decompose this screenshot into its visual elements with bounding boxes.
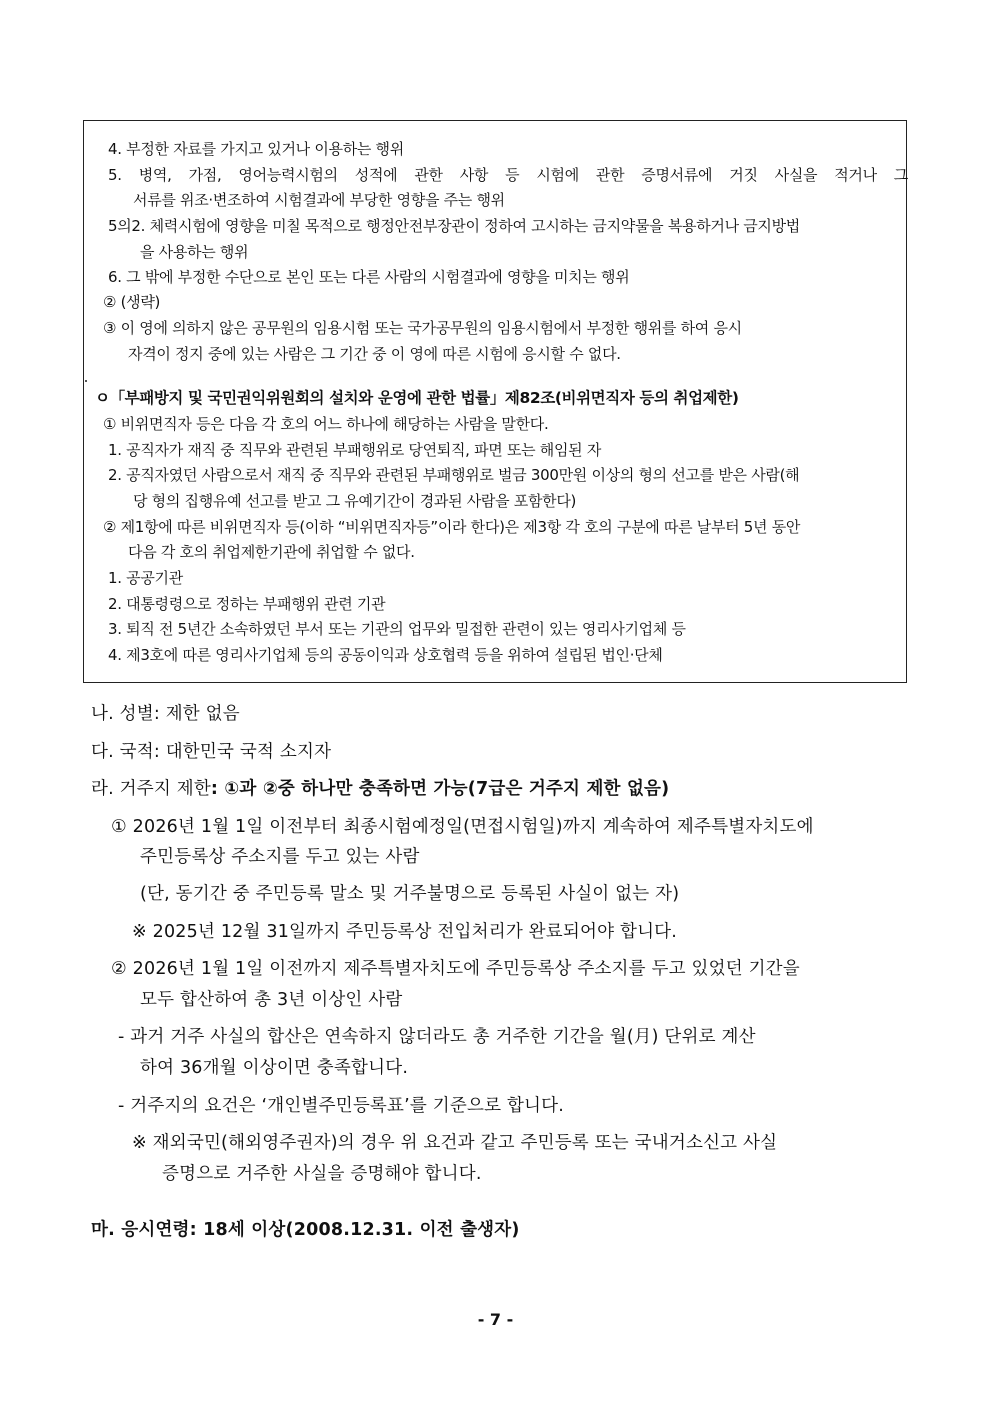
box-line: 을 사용하는 행위 xyxy=(140,243,249,261)
box-line: 서류를 위조·변조하여 시험결과에 부당한 영향을 주는 행위 xyxy=(133,191,505,209)
box-line: ③ 이 영에 의하지 않은 공무원의 임용시험 또는 국가공무원의 임용시험에서 부정한 행위를 하여 응시 xyxy=(103,319,742,337)
box-line: 4. 부정한 자료를 가지고 있거나 이용하는 행위 xyxy=(108,140,404,158)
box-line: 1. 공공기관 xyxy=(108,569,183,587)
box-line: ② (생략) xyxy=(103,293,161,311)
dash-item: - 과거 거주 사실의 합산은 연속하지 않더라도 총 거주한 기간을 월(月) 단위로 계산 xyxy=(118,1027,756,1047)
box-line: 6. 그 밖에 부정한 수단으로 본인 또는 다른 사람의 시험결과에 영향을 미치는 행위 xyxy=(108,268,630,286)
condition-1: ① 2026년 1월 1일 이전부터 최종시험예정일(면접시험일)까지 계속하여 제주특별자치도에 xyxy=(111,817,814,837)
condition-2: ② 2026년 1월 1일 이전까지 제주특별자치도에 주민등록상 주소지를 두고 있었던 기간을 xyxy=(111,959,800,979)
law-heading: ㅇ「부패방지 및 국민권익위원회의 설치와 운영에 관한 법률」제82조(비위면직자 등의 취업제한) xyxy=(95,389,739,407)
box-line: 4. 제3호에 따른 영리사기업체 등의 공동이익과 상호협력 등을 위하여 설립된 법인·단체 xyxy=(108,646,663,664)
box-line: 5의2. 체력시험에 영향을 미칠 목적으로 행정안전부장관이 정하여 고시하는 금지약물을 복용하거나 금지방법 xyxy=(108,217,801,235)
dash-item-cont: 하여 36개월 이상이면 충족합니다. xyxy=(140,1058,409,1078)
gender-requirement: 나. 성별: 제한 없음 xyxy=(91,704,240,724)
box-line: 다음 각 호의 취업제한기관에 취업할 수 없다. xyxy=(128,543,415,561)
condition-2-cont: 모두 합산하여 총 3년 이상인 사람 xyxy=(140,990,403,1010)
residence-requirement: 라. 거주지 제한: ①과 ②중 하나만 충족하면 가능(7급은 거주지 제한 없음) xyxy=(91,779,670,799)
box-line: 2. 대통령령으로 정하는 부패행위 관련 기관 xyxy=(108,595,386,613)
overseas-note-cont: 증명으로 거주한 사실을 증명해야 합니다. xyxy=(162,1164,482,1184)
box-line: 자격이 정지 중에 있는 사람은 그 기간 중 이 영에 따른 시험에 응시할 수 없다. xyxy=(128,345,621,363)
box-line: 5. 병역, 가점, 영어능력시험의 성적에 관한 사항 등 시험에 관한 증명서류에 거짓 사실을 적거나 그 xyxy=(108,166,908,184)
page-number: - 7 - xyxy=(477,1310,514,1329)
dash-item: - 거주지의 요건은 ‘개인별주민등록표’를 기준으로 합니다. xyxy=(118,1096,565,1116)
box-line: 당 형의 집행유예 선고를 받고 그 유예기간이 경과된 사람을 포함한다) xyxy=(133,492,577,510)
condition-1-note: ※ 2025년 12월 31일까지 주민등록상 전입처리가 완료되어야 합니다. xyxy=(132,922,678,942)
stray-dot xyxy=(85,380,87,382)
condition-1-exception: (단, 동기간 중 주민등록 말소 및 거주불명으로 등록된 사실이 없는 자) xyxy=(140,884,680,904)
overseas-note: ※ 재외국민(해외영주권자)의 경우 위 요건과 같고 주민등록 또는 국내거소신고 사실 xyxy=(132,1133,778,1153)
box-line: 3. 퇴직 전 5년간 소속하였던 부서 또는 기관의 업무와 밀접한 관련이 있는 영리사기업체 등 xyxy=(108,620,686,638)
box-line: ② 제1항에 따른 비위면직자 등(이하 “비위면직자등”이라 한다)은 제3항 각 호의 구분에 따른 날부터 5년 동안 xyxy=(103,518,801,536)
condition-1-cont: 주민등록상 주소지를 두고 있는 사람 xyxy=(140,847,420,867)
box-line: 1. 공직자가 재직 중 직무와 관련된 부패행위로 당연퇴직, 파면 또는 해임된 자 xyxy=(108,441,602,459)
age-requirement: 마. 응시연령: 18세 이상(2008.12.31. 이전 출생자) xyxy=(91,1220,520,1240)
box-line: ① 비위면직자 등은 다음 각 호의 어느 하나에 해당하는 사람을 말한다. xyxy=(103,415,549,433)
box-line: 2. 공직자였던 사람으로서 재직 중 직무와 관련된 부패행위로 벌금 300만원 이상의 형의 선고를 받은 사람(해 xyxy=(108,466,800,484)
nationality-requirement: 다. 국적: 대한민국 국적 소지자 xyxy=(91,742,332,762)
